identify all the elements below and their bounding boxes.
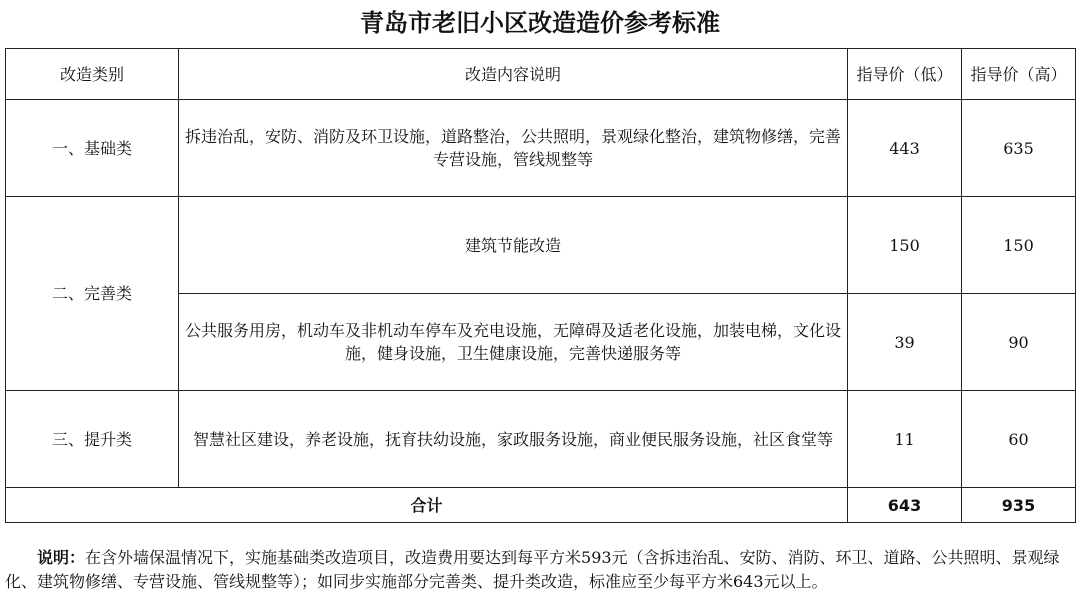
header-content: 改造内容说明 — [179, 49, 848, 100]
content-cell: 拆违治乱，安防、消防及环卫设施，道路整治，公共照明，景观绿化整治，建筑物修缮，完善专营设施，管线规整等 — [179, 100, 848, 197]
price-low-cell: 443 — [848, 100, 962, 197]
price-high-cell: 60 — [962, 391, 1076, 488]
price-table — [5, 48, 1076, 523]
total-label: 合计 — [6, 488, 848, 523]
price-low-cell: 150 — [848, 197, 962, 294]
price-low-cell: 11 — [848, 391, 962, 488]
price-high-cell: 90 — [962, 294, 1076, 391]
header-price-low: 指导价（低） — [848, 49, 962, 100]
content-cell: 公共服务用房，机动车及非机动车停车及充电设施，无障碍及适老化设施，加装电梯，文化设施，健身设施，卫生健康设施，完善快递服务等 — [179, 294, 848, 391]
page-title: 青岛市老旧小区改造造价参考标准 — [360, 9, 720, 37]
price-high-cell: 635 — [962, 100, 1076, 197]
note-label: 说明： — [37, 548, 86, 567]
total-low: 643 — [848, 488, 962, 523]
category-cell: 三、提升类 — [6, 391, 179, 488]
table-header-row — [6, 49, 1076, 100]
price-low-cell: 39 — [848, 294, 962, 391]
price-high-cell: 150 — [962, 197, 1076, 294]
table-row — [6, 197, 1076, 294]
content-cell: 智慧社区建设，养老设施，抚育扶幼设施，家政服务设施，商业便民服务设施，社区食堂等 — [179, 391, 848, 488]
header-category: 改造类别 — [6, 49, 179, 100]
category-cell: 二、完善类 — [6, 197, 179, 391]
total-high: 935 — [962, 488, 1076, 523]
table-row — [6, 100, 1076, 197]
note-paragraph — [5, 546, 1075, 594]
table-row — [6, 391, 1076, 488]
category-cell: 一、基础类 — [6, 100, 179, 197]
content-cell: 建筑节能改造 — [179, 197, 848, 294]
note-text: 在含外墙保温情况下，实施基础类改造项目，改造费用要达到每平方米593元（含拆违治乱、安防、消防、环卫、道路、公共照明、景观绿化、建筑物修缮、专营设施、管线规整等）；如同步实施部分完善类、提升类改造，标准应至少每平方米643元以上。 — [5, 548, 1060, 591]
total-row — [6, 488, 1076, 523]
header-price-high: 指导价（高） — [962, 49, 1076, 100]
